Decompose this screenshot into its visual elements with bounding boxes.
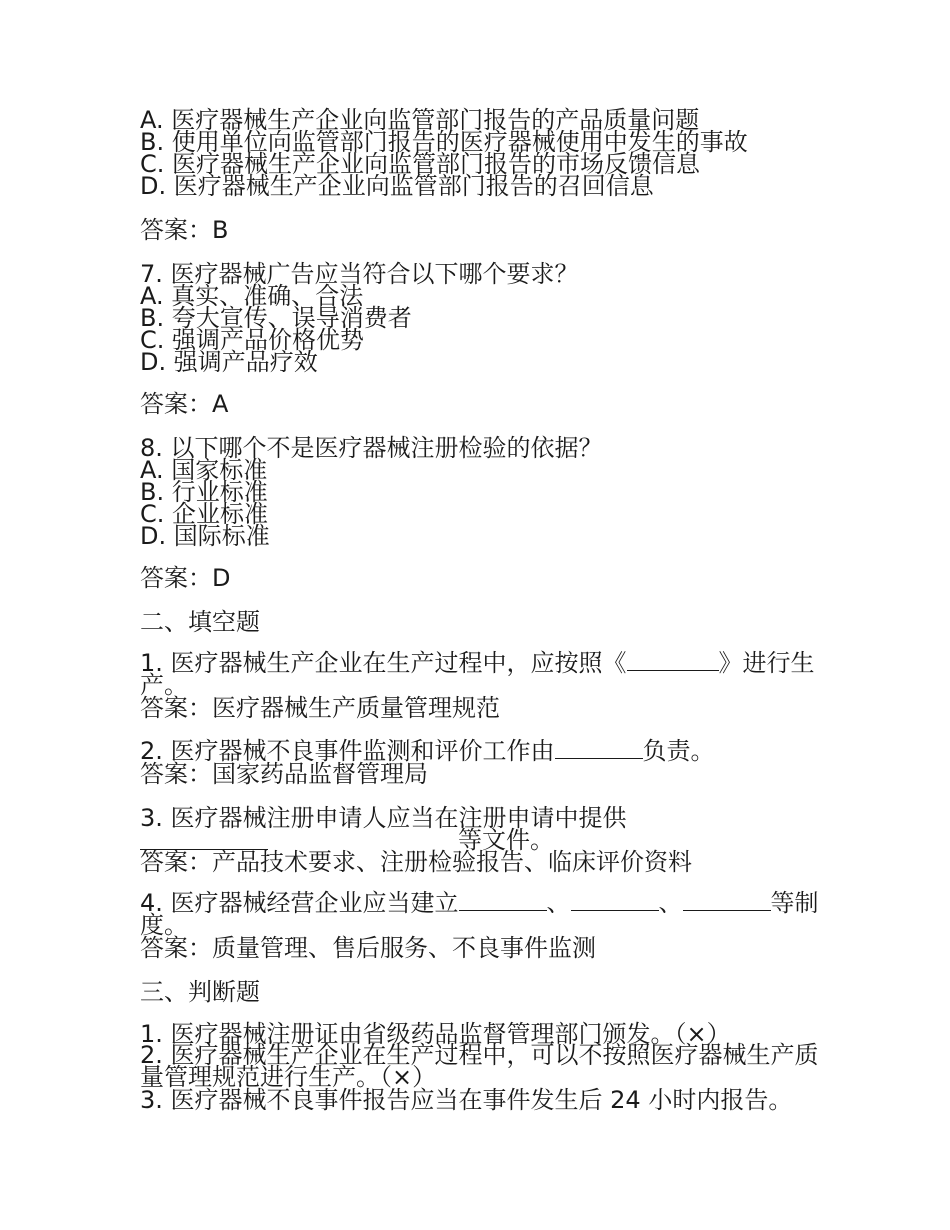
fill-question-1 — [140, 649, 820, 699]
q8-question: 8. 以下哪个不是医疗器械注册检验的依据？ — [140, 434, 603, 462]
judge-question-1: 1. 医疗器械注册证由省级药品监督管理部门颁发。（×） — [140, 1020, 731, 1048]
fill-3-after: 等文件。 — [458, 826, 554, 854]
fill-2-after: 负责。 — [642, 737, 715, 765]
fill-4-sep-1: 、 — [546, 889, 571, 917]
fill-1-blank — [627, 652, 719, 671]
fill-4-sep-2: 、 — [658, 889, 683, 917]
document-page — [140, 0, 820, 1230]
fill-3-answer: 答案：产品技术要求、注册检验报告、临床评价资料 — [140, 848, 692, 876]
q8-option-a: A. 国家标准 — [140, 456, 268, 484]
fill-question-2 — [140, 737, 820, 765]
judge-question-2: 2. 医疗器械生产企业在生产过程中，可以不按照医疗器械生产质量管理规范进行生产。（×） — [140, 1041, 819, 1091]
fill-4-answer: 答案：质量管理、售后服务、不良事件监测 — [140, 934, 596, 962]
q6-option-c: C. 医疗器械生产企业向监管部门报告的市场反馈信息 — [140, 150, 701, 178]
q8-option-d: D. 国际标准 — [140, 522, 270, 550]
fill-4-before: 4. 医疗器械经营企业应当建立 — [140, 889, 459, 917]
fill-4-blank-2 — [571, 892, 659, 911]
fill-3-before: 3. 医疗器械注册申请人应当在注册申请中提供 — [140, 804, 627, 832]
fill-question-4 — [140, 889, 820, 939]
fill-2-answer: 答案：国家药品监督管理局 — [140, 760, 428, 788]
q7-option-c: C. 强调产品价格优势 — [140, 326, 365, 354]
q6-option-d: D. 医疗器械生产企业向监管部门报告的召回信息 — [140, 172, 654, 200]
q7-question: 7. 医疗器械广告应当符合以下哪个要求？ — [140, 260, 579, 288]
section-3-title: 三、判断题 — [140, 978, 260, 1006]
q7-option-d: D. 强调产品疗效 — [140, 348, 318, 376]
fill-4-blank-3 — [683, 892, 771, 911]
judge-question-3: 3. 医疗器械不良事件报告应当在事件发生后 24 小时内报告。 — [140, 1086, 793, 1114]
q7-answer: 答案：A — [140, 390, 229, 418]
q8-option-b: B. 行业标准 — [140, 478, 268, 506]
fill-1-before: 1. 医疗器械生产企业在生产过程中，应按照《 — [140, 649, 627, 677]
fill-4-blank-1 — [459, 892, 547, 911]
q6-option-a: A. 医疗器械生产企业向监管部门报告的产品质量问题 — [140, 106, 700, 134]
section-2-title: 二、填空题 — [140, 608, 260, 636]
fill-2-blank — [555, 740, 643, 759]
q8-answer: 答案：D — [140, 564, 231, 592]
q6-option-b: B. 使用单位向监管部门报告的医疗器械使用中发生的事故 — [140, 128, 748, 156]
q8-option-c: C. 企业标准 — [140, 500, 269, 528]
fill-1-answer: 答案：医疗器械生产质量管理规范 — [140, 694, 500, 722]
fill-1-after: 》进行生产。 — [140, 649, 815, 699]
q6-answer: 答案：B — [140, 216, 229, 244]
q7-option-b: B. 夸大宣传、误导消费者 — [140, 304, 412, 332]
fill-4-after: 等制度。 — [140, 889, 819, 939]
q7-option-a: A. 真实、准确、合法 — [140, 282, 364, 310]
fill-2-before: 2. 医疗器械不良事件监测和评价工作由 — [140, 737, 555, 765]
